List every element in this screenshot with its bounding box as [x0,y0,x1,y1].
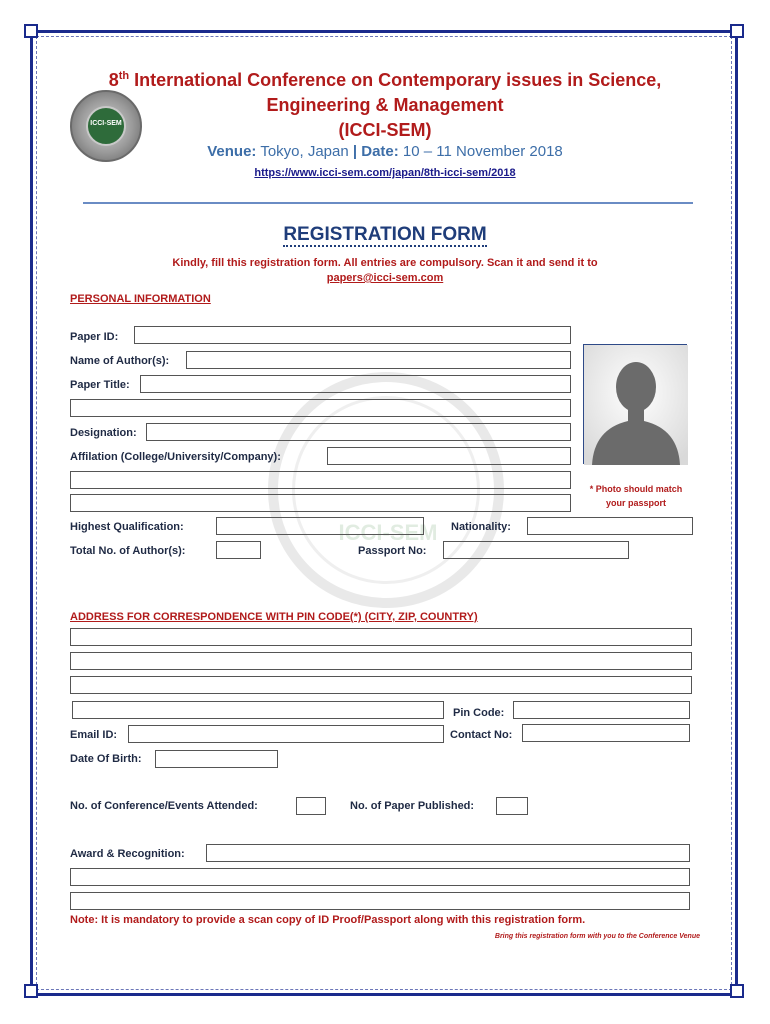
corner-ornament [730,24,744,38]
conferences-attended-field[interactable] [296,797,326,815]
mandatory-note: Note: It is mandatory to provide a scan copy of ID Proof/Passport along with this registration form. [70,914,586,926]
paper-title-label: Paper Title: [70,379,130,391]
section-personal-information: PERSONAL INFORMATION [70,293,211,305]
photo-note: * Photo should match your passport [589,484,683,508]
address-field-line4[interactable] [72,701,444,719]
address-field-line3[interactable] [70,676,692,694]
email-label: Email ID: [70,729,118,741]
conferences-attended-label: No. of Conference/Events Attended: [70,800,258,812]
affiliation-label: Affilation (College/University/Company): [70,451,281,463]
author-names-label: Name of Author(s): [70,355,170,367]
conference-title: 8th International Conference on Contemporary issues in Science, Engineering & Management (ICCI-SEM) [108,70,662,140]
paper-id-label: Paper ID: [70,331,119,343]
paper-title-field-line2[interactable] [70,399,571,417]
contact-label: Contact No: [450,729,513,741]
dob-field[interactable] [155,750,278,768]
person-silhouette-icon [584,345,688,465]
watermark-text: ICCI-SEM [338,520,438,545]
qualification-label: Highest Qualification: [70,521,184,533]
affiliation-field-line3[interactable] [70,494,571,512]
pin-code-label: Pin Code: [453,707,505,719]
dob-label: Date Of Birth: [70,753,142,765]
designation-field[interactable] [146,423,571,441]
nationality-field[interactable] [527,517,693,535]
awards-field[interactable] [206,844,690,862]
designation-label: Designation: [70,427,137,439]
awards-label: Award & Recognition: [70,848,185,860]
passport-field[interactable] [443,541,629,559]
submission-email-link[interactable]: papers@icci-sem.com [326,272,444,284]
corner-ornament [24,984,38,998]
paper-id-field[interactable] [134,326,571,344]
section-address: ADDRESS FOR CORRESPONDENCE WITH PIN CODE(*) (CITY, ZIP, COUNTRY) [70,611,478,623]
photo-box[interactable] [583,344,687,464]
conference-url-link[interactable]: https://www.icci-sem.com/japan/8th-icci-sem/2018 [254,167,516,179]
venue-line: Venue: Tokyo, Japan | Date: 10 – 11 November 2018 [207,143,563,160]
total-authors-label: Total No. of Author(s): [70,545,186,557]
qualification-field[interactable] [216,517,424,535]
address-field-line2[interactable] [70,652,692,670]
awards-field-line3[interactable] [70,892,690,910]
venue-reminder-note: Bring this registration form with you to the Conference Venue [494,933,700,940]
affiliation-field[interactable] [327,447,571,465]
nationality-label: Nationality: [451,521,511,533]
author-names-field[interactable] [186,351,571,369]
form-title: REGISTRATION FORM [283,224,487,245]
header-divider [83,202,693,204]
total-authors-field[interactable] [216,541,261,559]
awards-field-line2[interactable] [70,868,690,886]
corner-ornament [730,984,744,998]
form-instructions: Kindly, fill this registration form. All entries are compulsory. Scan it and send it to papers@icci-sem.com [80,256,690,286]
paper-title-field[interactable] [140,375,571,393]
papers-published-field[interactable] [496,797,528,815]
email-field[interactable] [128,725,444,743]
contact-field[interactable] [522,724,690,742]
corner-ornament [24,24,38,38]
pin-code-field[interactable] [513,701,690,719]
address-field-line1[interactable] [70,628,692,646]
affiliation-field-line2[interactable] [70,471,571,489]
papers-published-label: No. of Paper Published: [350,800,475,812]
passport-label: Passport No: [358,545,427,557]
logo-text: ICCI-SEM [90,120,122,127]
